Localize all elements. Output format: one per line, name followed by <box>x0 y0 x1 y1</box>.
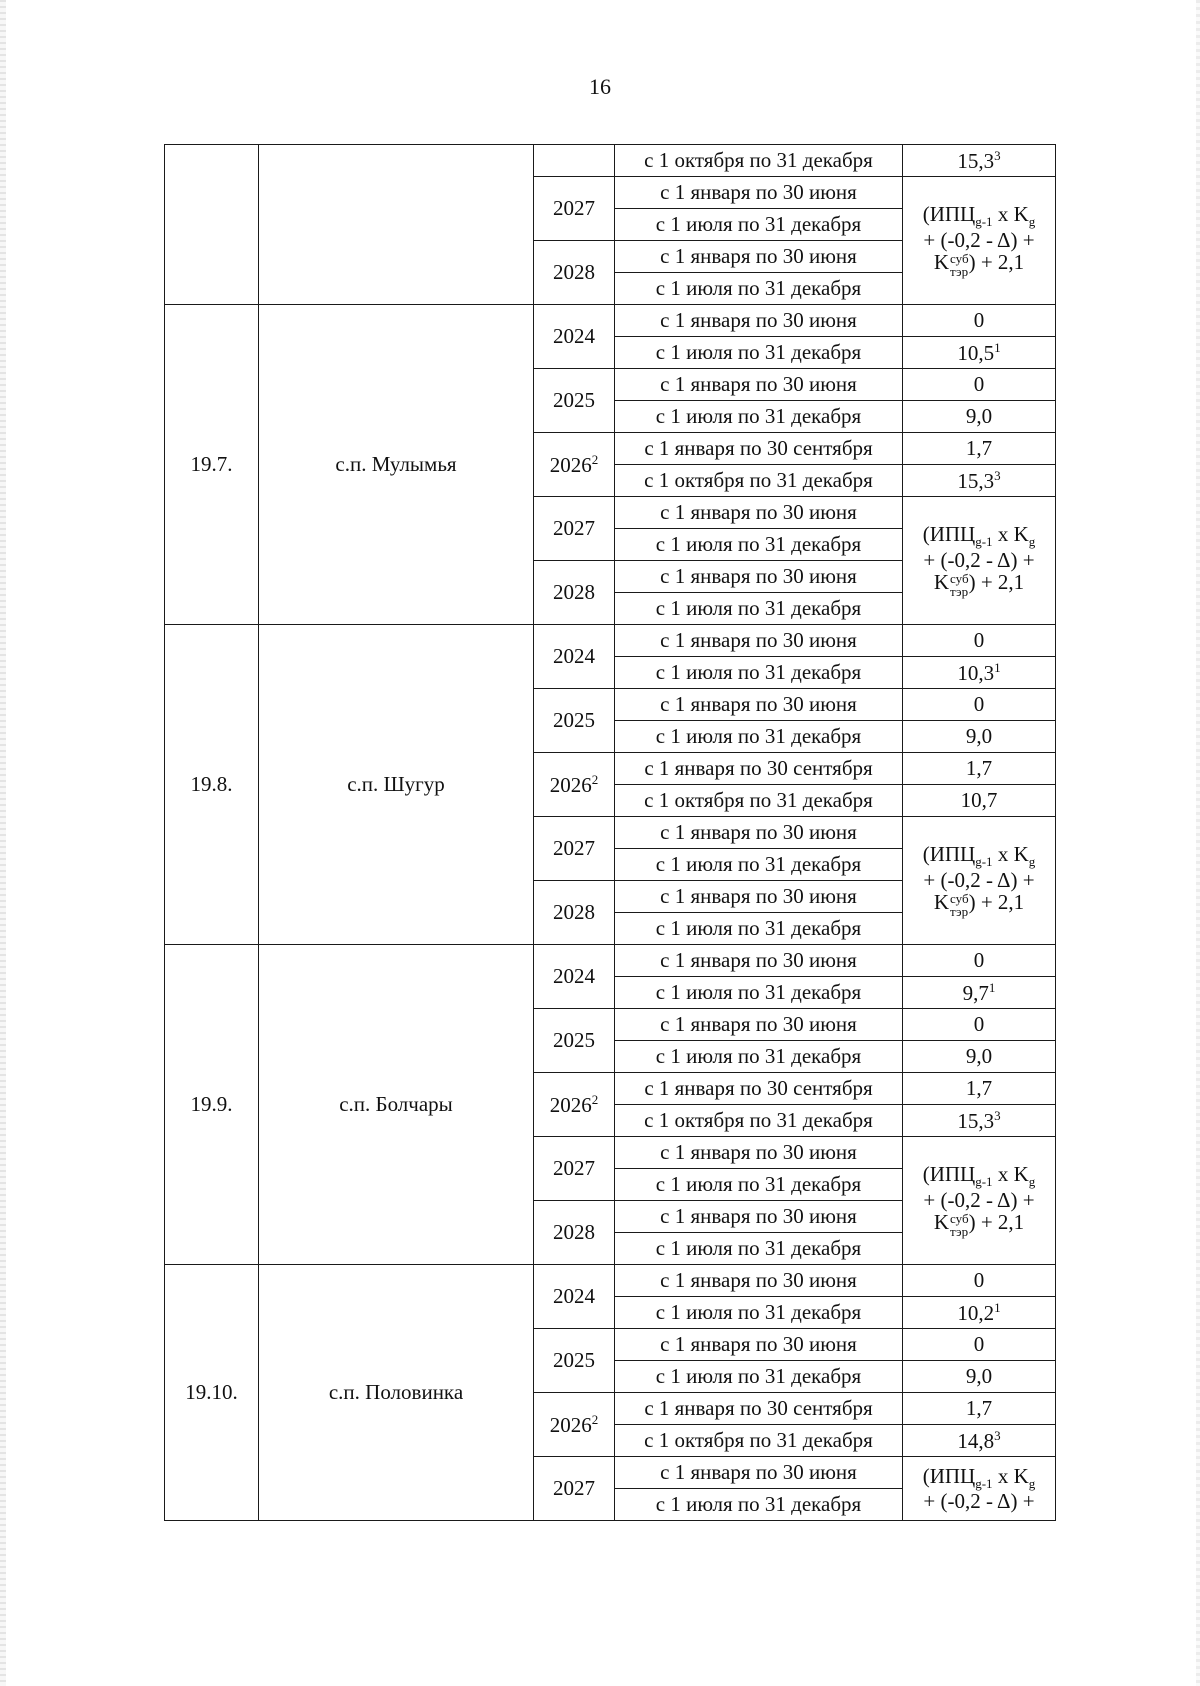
formula-sub-g: g <box>1028 1475 1036 1491</box>
year-value: 2027 <box>553 516 595 541</box>
period-cell: с 1 января по 30 сентября <box>615 1073 903 1105</box>
formula-cell <box>903 1137 1056 1265</box>
period-cell: с 1 октября по 31 декабря <box>615 465 903 497</box>
value: 14,8 <box>957 1428 995 1453</box>
period-cell: с 1 июля по 31 декабря <box>615 977 903 1009</box>
value-cell <box>903 1073 1056 1105</box>
formula-k-sub: K <box>933 250 949 275</box>
period-cell: с 1 января по 30 сентября <box>615 1393 903 1425</box>
value: 1,7 <box>965 1076 993 1101</box>
period-cell: с 1 июля по 31 декабря <box>615 337 903 369</box>
settlement-name <box>259 145 534 305</box>
value-cell <box>903 785 1056 817</box>
year-value: 2028 <box>553 260 595 285</box>
period-cell: с 1 июля по 31 декабря <box>615 1489 903 1521</box>
formula-sub-ter: тэр <box>950 1223 969 1239</box>
year-value: 2024 <box>553 324 595 349</box>
formula-line-1 <box>907 203 1051 229</box>
formula-sub-g1: g-1 <box>975 534 993 550</box>
formula-ipc: (ИПЦ <box>922 842 976 867</box>
formula-sub-g1: g-1 <box>975 1174 993 1190</box>
formula-tail: ) + 2,1 <box>968 1210 1025 1235</box>
formula-cell <box>903 817 1056 945</box>
year-value: 2027 <box>553 1156 595 1181</box>
year-value: 2028 <box>553 900 595 925</box>
year-value: 2027 <box>553 1476 595 1501</box>
year-value: 2025 <box>553 1028 595 1053</box>
value: 0 <box>973 372 985 397</box>
year-value: 2028 <box>553 1220 595 1245</box>
formula-line-2: + (-0,2 - Δ) + <box>923 548 1035 573</box>
value-footnote: 1 <box>994 659 1001 675</box>
value: 9,0 <box>965 404 993 429</box>
value: 0 <box>973 1012 985 1037</box>
year-cell <box>534 753 615 817</box>
period-cell: с 1 июля по 31 декабря <box>615 1041 903 1073</box>
year-value: 2026 <box>549 1092 592 1117</box>
table-row <box>165 945 1056 977</box>
value: 1,7 <box>965 756 993 781</box>
formula-ipc: (ИПЦ <box>922 1463 976 1488</box>
formula-sub-g1: g-1 <box>975 1475 993 1491</box>
formula-sub-g: g <box>1028 534 1036 550</box>
settlement-name: с.п. Болчары <box>259 945 534 1265</box>
value-cell <box>903 465 1056 497</box>
formula-k: x K <box>992 1162 1029 1187</box>
value-cell <box>903 401 1056 433</box>
value: 1,7 <box>965 436 993 461</box>
value-cell <box>903 1265 1056 1297</box>
value-cell <box>903 1425 1056 1457</box>
value: 10,7 <box>960 788 998 813</box>
year-cell <box>534 625 615 689</box>
formula-sub-g: g <box>1028 1174 1036 1190</box>
formula-sub-ter: тэр <box>950 583 969 599</box>
formula-sup-sub: суб <box>950 1210 969 1226</box>
period-cell: с 1 октября по 31 декабря <box>615 145 903 177</box>
value-footnote: 3 <box>994 467 1001 483</box>
period-cell: с 1 июля по 31 декабря <box>615 1233 903 1265</box>
value-cell <box>903 1329 1056 1361</box>
period-cell: с 1 июля по 31 декабря <box>615 913 903 945</box>
value: 0 <box>973 1332 985 1357</box>
year-cell <box>534 1201 615 1265</box>
period-cell: с 1 января по 30 июня <box>615 817 903 849</box>
value-cell <box>903 337 1056 369</box>
year-value: 2024 <box>553 964 595 989</box>
formula-sub-ter: тэр <box>950 263 969 279</box>
tariff-table <box>164 144 1056 1521</box>
period-cell: с 1 июля по 31 декабря <box>615 273 903 305</box>
formula-k-sub: K <box>933 890 949 915</box>
value: 0 <box>973 948 985 973</box>
formula-ipc: (ИПЦ <box>922 1162 976 1187</box>
page-number: 16 <box>589 74 611 99</box>
formula-k-sub: K <box>933 570 949 595</box>
value-cell <box>903 145 1056 177</box>
value-cell <box>903 721 1056 753</box>
year-value: 2027 <box>553 836 595 861</box>
year-cell <box>534 689 615 753</box>
period-cell: с 1 января по 30 июня <box>615 1329 903 1361</box>
settlement-name: с.п. Половинка <box>259 1265 534 1521</box>
value-cell <box>903 1041 1056 1073</box>
formula-line-1 <box>907 843 1051 869</box>
year-cell <box>534 369 615 433</box>
year-cell <box>534 241 615 305</box>
value: 0 <box>973 1268 985 1293</box>
period-cell: с 1 января по 30 июня <box>615 1265 903 1297</box>
value-cell <box>903 1361 1056 1393</box>
formula-cell <box>903 497 1056 625</box>
formula-ipc: (ИПЦ <box>922 522 976 547</box>
period-cell: с 1 июля по 31 декабря <box>615 209 903 241</box>
formula-line-2: + (-0,2 - Δ) + <box>923 228 1035 253</box>
period-cell: с 1 июля по 31 декабря <box>615 401 903 433</box>
year-cell <box>534 1009 615 1073</box>
year-cell <box>534 1073 615 1137</box>
value: 9,7 <box>962 980 989 1005</box>
period-cell: с 1 января по 30 июня <box>615 1009 903 1041</box>
formula-supsub <box>950 892 969 918</box>
period-cell: с 1 января по 30 июня <box>615 561 903 593</box>
value-footnote: 1 <box>988 979 996 995</box>
period-cell: с 1 января по 30 июня <box>615 369 903 401</box>
formula-supsub <box>950 572 969 598</box>
period-cell: с 1 января по 30 июня <box>615 497 903 529</box>
period-cell: с 1 января по 30 июня <box>615 881 903 913</box>
period-cell: с 1 октября по 31 декабря <box>615 1425 903 1457</box>
value: 10,5 <box>957 340 995 365</box>
formula-sup-sub: суб <box>950 570 969 586</box>
value-footnote: 3 <box>994 1427 1001 1443</box>
value: 9,0 <box>965 1044 993 1069</box>
value-cell <box>903 369 1056 401</box>
value-cell <box>903 1297 1056 1329</box>
item-number: 19.9. <box>165 945 259 1265</box>
period-cell: с 1 января по 30 сентября <box>615 753 903 785</box>
value-footnote: 3 <box>994 147 1001 163</box>
formula-sub-ter: тэр <box>950 903 969 919</box>
value: 9,0 <box>965 1364 993 1389</box>
value: 15,3 <box>957 148 995 173</box>
value-cell <box>903 657 1056 689</box>
year-cell <box>534 305 615 369</box>
year-cell <box>534 1137 615 1201</box>
value-footnote: 1 <box>994 1299 1001 1315</box>
value-cell <box>903 945 1056 977</box>
year-cell <box>534 177 615 241</box>
item-number <box>165 145 259 305</box>
year-cell <box>534 1393 615 1457</box>
formula-k-sub: K <box>933 1210 949 1235</box>
value-cell <box>903 689 1056 721</box>
value-footnote: 1 <box>994 339 1001 355</box>
value-cell <box>903 1393 1056 1425</box>
year-cell <box>534 881 615 945</box>
value: 15,3 <box>957 1108 995 1133</box>
year-cell <box>534 145 615 177</box>
period-cell: с 1 января по 30 сентября <box>615 433 903 465</box>
year-cell <box>534 561 615 625</box>
formula-line-2: + (-0,2 - Δ) + <box>923 1489 1035 1514</box>
formula-ipc: (ИПЦ <box>922 202 976 227</box>
period-cell: с 1 января по 30 июня <box>615 945 903 977</box>
formula-sub-g: g <box>1028 214 1036 230</box>
formula-line-1 <box>907 1465 1051 1491</box>
period-cell: с 1 октября по 31 декабря <box>615 1105 903 1137</box>
item-number: 19.10. <box>165 1265 259 1521</box>
year-value: 2025 <box>553 708 595 733</box>
year-value: 2028 <box>553 580 595 605</box>
year-cell <box>534 1265 615 1329</box>
formula-line-1 <box>907 523 1051 549</box>
formula-tail: ) + 2,1 <box>968 890 1025 915</box>
year-footnote: 2 <box>591 1091 599 1107</box>
value: 9,0 <box>965 724 993 749</box>
year-footnote: 2 <box>591 451 599 467</box>
table-row <box>165 145 1056 177</box>
period-cell: с 1 января по 30 июня <box>615 177 903 209</box>
period-cell: с 1 января по 30 июня <box>615 305 903 337</box>
year-value: 2024 <box>553 1284 595 1309</box>
formula-line-3 <box>907 891 1051 917</box>
value-cell <box>903 977 1056 1009</box>
formula-line-3 <box>907 571 1051 597</box>
year-footnote: 2 <box>591 1411 599 1427</box>
formula-k: x K <box>992 1463 1029 1488</box>
period-cell: с 1 июля по 31 декабря <box>615 529 903 561</box>
settlement-name: с.п. Шугур <box>259 625 534 945</box>
period-cell: с 1 июля по 31 декабря <box>615 593 903 625</box>
period-cell: с 1 июля по 31 декабря <box>615 1169 903 1201</box>
period-cell: с 1 января по 30 июня <box>615 1201 903 1233</box>
year-value: 2025 <box>553 388 595 413</box>
formula-k: x K <box>992 522 1029 547</box>
formula-supsub <box>950 1212 969 1238</box>
value-cell <box>903 1009 1056 1041</box>
period-cell: с 1 октября по 31 декабря <box>615 785 903 817</box>
year-cell <box>534 1329 615 1393</box>
value-footnote: 3 <box>994 1107 1001 1123</box>
period-cell: с 1 января по 30 июня <box>615 241 903 273</box>
period-cell: с 1 января по 30 июня <box>615 1457 903 1489</box>
table-row <box>165 1265 1056 1297</box>
formula-sub-g1: g-1 <box>975 854 993 870</box>
scan-edge-left <box>0 0 6 1686</box>
formula-line-2: + (-0,2 - Δ) + <box>923 1188 1035 1213</box>
value-cell <box>903 625 1056 657</box>
year-value: 2025 <box>553 1348 595 1373</box>
year-value: 2027 <box>553 196 595 221</box>
value-cell <box>903 1105 1056 1137</box>
value-cell <box>903 753 1056 785</box>
formula-line-1 <box>907 1163 1051 1189</box>
formula-cell <box>903 1457 1056 1521</box>
formula-sub-g1: g-1 <box>975 214 993 230</box>
table-row <box>165 305 1056 337</box>
formula-k: x K <box>992 842 1029 867</box>
formula-line-3 <box>907 251 1051 277</box>
year-value: 2026 <box>549 772 592 797</box>
value: 0 <box>973 308 985 333</box>
settlement-name: с.п. Мулымья <box>259 305 534 625</box>
value: 1,7 <box>965 1396 993 1421</box>
period-cell: с 1 января по 30 июня <box>615 1137 903 1169</box>
value: 0 <box>973 628 985 653</box>
year-cell <box>534 433 615 497</box>
formula-line-2: + (-0,2 - Δ) + <box>923 868 1035 893</box>
scan-edge-right <box>1196 0 1200 1686</box>
year-value: 2026 <box>549 452 592 477</box>
year-cell <box>534 1457 615 1521</box>
period-cell: с 1 июля по 31 декабря <box>615 1361 903 1393</box>
formula-sup-sub: суб <box>950 890 969 906</box>
value: 10,3 <box>957 660 995 685</box>
table-row <box>165 625 1056 657</box>
period-cell: с 1 июля по 31 декабря <box>615 849 903 881</box>
value: 0 <box>973 692 985 717</box>
item-number: 19.7. <box>165 305 259 625</box>
value-cell <box>903 433 1056 465</box>
formula-sub-g: g <box>1028 854 1036 870</box>
year-cell <box>534 497 615 561</box>
formula-k: x K <box>992 202 1029 227</box>
formula-sup-sub: суб <box>950 250 969 266</box>
value-cell <box>903 305 1056 337</box>
formula-cell <box>903 177 1056 305</box>
period-cell: с 1 июля по 31 декабря <box>615 721 903 753</box>
value: 10,2 <box>957 1300 995 1325</box>
formula-tail: ) + 2,1 <box>968 570 1025 595</box>
year-cell <box>534 817 615 881</box>
item-number: 19.8. <box>165 625 259 945</box>
period-cell: с 1 января по 30 июня <box>615 689 903 721</box>
value: 15,3 <box>957 468 995 493</box>
formula-line-3 <box>907 1211 1051 1237</box>
year-footnote: 2 <box>591 771 599 787</box>
period-cell: с 1 января по 30 июня <box>615 625 903 657</box>
period-cell: с 1 июля по 31 декабря <box>615 657 903 689</box>
formula-supsub <box>950 252 969 278</box>
formula-tail: ) + 2,1 <box>968 250 1025 275</box>
year-value: 2026 <box>549 1412 592 1437</box>
year-value: 2024 <box>553 644 595 669</box>
year-cell <box>534 945 615 1009</box>
period-cell: с 1 июля по 31 декабря <box>615 1297 903 1329</box>
